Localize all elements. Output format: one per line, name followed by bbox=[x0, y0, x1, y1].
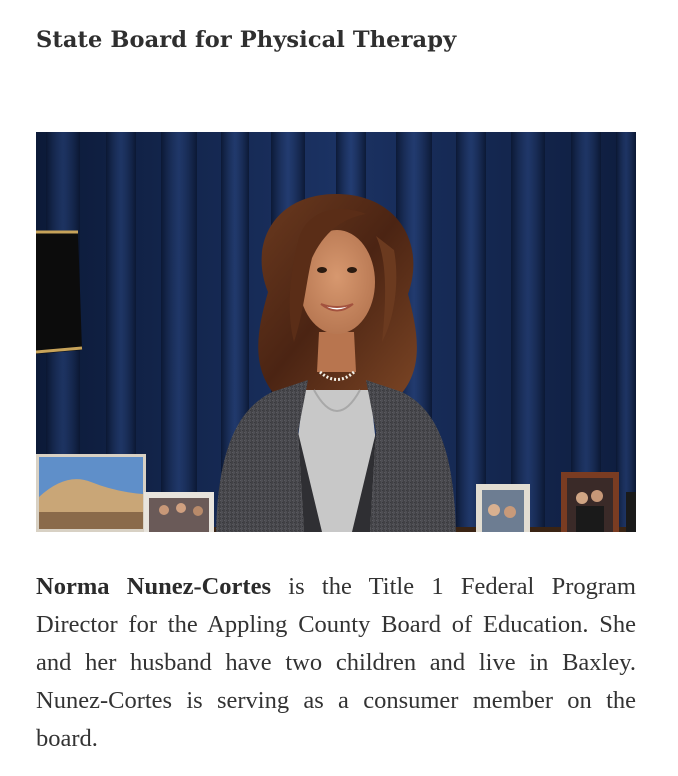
framed-photo-right bbox=[476, 484, 530, 532]
framed-photo-far-right bbox=[561, 472, 619, 532]
framed-photo-center-left bbox=[144, 492, 214, 532]
portrait-photo bbox=[36, 132, 636, 532]
lamp bbox=[36, 232, 82, 354]
portrait-illustration bbox=[36, 132, 636, 532]
bio-text: is the Title 1 Federal Program Director for the Appling County Board of Education. She and her husband have two children and live in Baxley. Nunez-Cortes is serving as a consumer member on the board. bbox=[36, 573, 636, 752]
person-name: Norma Nunez-Cortes bbox=[36, 573, 271, 600]
framed-photo-left bbox=[36, 454, 146, 532]
page-title: State Board for Physical Therapy bbox=[36, 27, 457, 53]
bio-paragraph bbox=[36, 568, 636, 758]
